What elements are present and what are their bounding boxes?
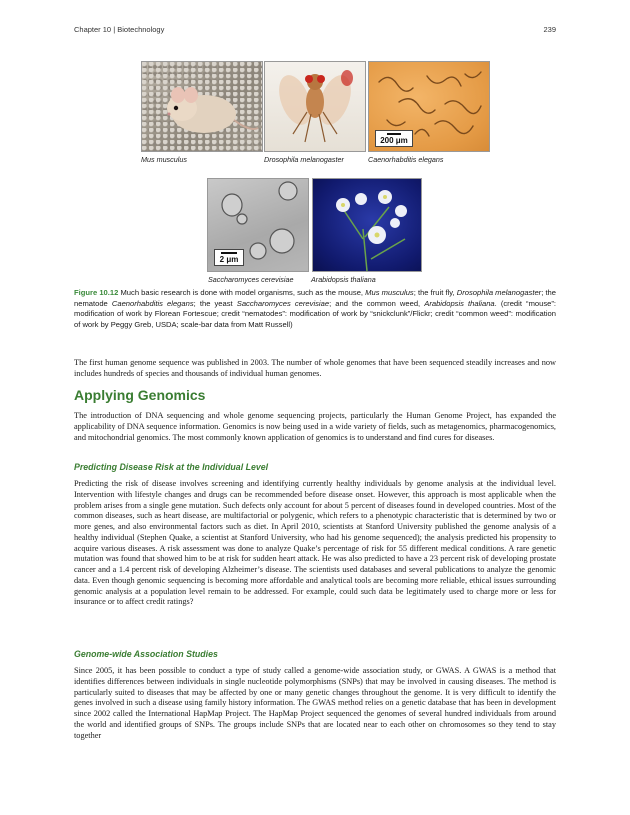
yeast-photo: [207, 178, 309, 272]
subsection-heading-gwas: Genome-wide Association Studies: [74, 649, 218, 659]
photo-label-mouse: Mus musculus: [141, 155, 187, 164]
figure-caption: Figure 10.12 Much basic research is done with model organisms, such as the mouse, Mus musculus; the fruit fly, Drosophila melanogaster; the nematode Caenorhabditis elegans; the yeast Saccharomyces cerevisiae; and the common weed, Arabidopsis thaliana. (credit “mouse”: modification of work by Florean Fortescue; credit “nematodes”: modification of work by “snickclunk”/Flickr; credit “common weed”: modification of work by Peggy Greb, USDA; scale-bar data from Matt Russell): [74, 288, 557, 329]
nematode-photo: [368, 61, 490, 152]
mouse-photo: [141, 61, 263, 152]
photo-label-yeast: Saccharomyces cerevisiae: [208, 275, 294, 284]
scale-bar-label: 2 μm: [219, 255, 239, 264]
running-head: [74, 25, 556, 37]
drosophila-photo: [264, 61, 366, 152]
fly-illustration: [265, 62, 365, 151]
intro-paragraph: The first human genome sequence was published in 2003. The number of whole genomes that have been sequenced steadily increases and now includes hundreds of species and thousands of individual human genomes.: [74, 358, 556, 378]
page-number: 239: [543, 25, 556, 34]
arabidopsis-illustration: [313, 179, 421, 271]
subsection-heading-disease-risk: Predicting Disease Risk at the Individual Level: [74, 462, 269, 472]
mouse-illustration: [142, 62, 262, 151]
scale-bar-line: [221, 252, 237, 254]
figure-number: Figure 10.12: [74, 288, 119, 297]
photo-label-drosophila: Drosophila melanogaster: [264, 155, 344, 164]
section-paragraph: The introduction of DNA sequencing and whole genome sequencing projects, particularly the Human Genome Project, has expanded the applicability of DNA sequence information. Genomics is now being used in a wide variety of fields, such as metagenomics, pharmacogenomics, and mitochondrial genomics. The most commonly known application of genomics is to understand and find cures for diseases.: [74, 411, 556, 442]
scale-bar-label: 200 μm: [380, 136, 408, 145]
scale-bar-yeast: [214, 249, 244, 266]
photo-label-nematode: Caenorhabditis elegans: [368, 155, 444, 164]
photo-label-arabidopsis: Arabidopsis thaliana: [311, 275, 376, 284]
section-heading: Applying Genomics: [74, 387, 206, 403]
scale-bar-line: [387, 133, 401, 135]
scale-bar-nematode: [375, 130, 413, 147]
subsection-paragraph-gwas: Since 2005, it has been possible to conduct a type of study called a genome-wide association study, or GWAS. A GWAS is a method that identifies differences between individuals in single nucleotide polymorphisms (SNPs) that may be involved in causing diseases. The method is particularly suited to diseases that may be affected by one or many genetic changes throughout the genome. It is very difficult to identify the genes involved in such a disease using family history information. The GWAS method relies on a genetic database that has been in development since 2002 called the International HapMap Project. The HapMap Project sequenced the genomes of several hundred individuals from around the world and identified groups of SNPs. The groups include SNPs that are located near to each other on chromosomes so they tend to stay together: [74, 666, 556, 740]
chapter-title: Chapter 10 | Biotechnology: [74, 25, 165, 34]
subsection-paragraph-disease-risk: Predicting the risk of disease involves screening and identifying currently healthy individuals by genome analysis at the individual level. Intervention with lifestyle changes and drugs can be recommended before disease onset. However, this approach is most applicable when the problem arises from a single gene mutation. Such defects only account for about 5 percent of diseases found in developed countries. Most of the common diseases, such as heart disease, are multifactorial or polygenic, which refers to a phenotypic characteristic that is determined by two or more genes, and also environmental factors such as diet. In April 2010, scientists at Stanford University published the genome analysis of a healthy individual (Stephen Quake, a scientist at Stanford University, who had his genome sequenced); the analysis predicted his propensity to acquire various diseases. A risk assessment was done to analyze Quake’s percentage of risk for 55 different medical conditions. A rare genetic mutation was found that showed him to be at risk for sudden heart attack. He was also predicted to have a 23 percent risk of developing prostate cancer and a 1.4 percent risk of developing Alzheimer’s disease. The scientists used databases and several publications to analyze the genomic data. Even though genomic sequencing is becoming more affordable and analytical tools are becoming more reliable, ethical issues surrounding genomic analysis at a population level remain to be addressed. For example, could such data be legitimately used to charge more or less for insurance or to affect credit ratings?: [74, 479, 556, 607]
arabidopsis-photo: [312, 178, 422, 272]
